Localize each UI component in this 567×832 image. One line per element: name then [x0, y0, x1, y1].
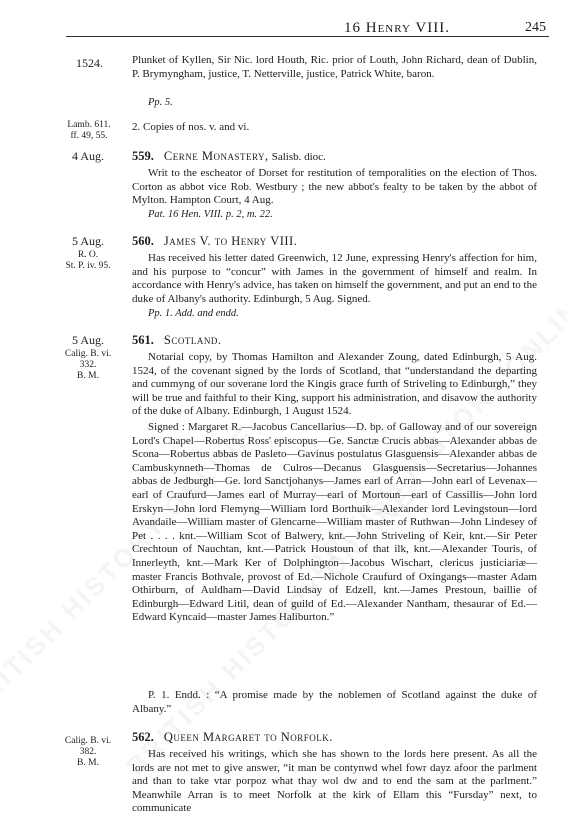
- entry-date: 5 Aug.: [71, 333, 104, 347]
- entry-date: 4 Aug.: [71, 149, 104, 163]
- entry-heading: [132, 730, 333, 745]
- entry-title: James V. to Henry VIII.: [163, 234, 298, 248]
- margin-source: 382.: [79, 747, 97, 757]
- entry-heading: [132, 149, 326, 164]
- entry-body: Writ to the escheator of Dorset for restitution of temporalities on the election of Thos. Corton as abbot vice Rob. Westbury ; the new abbot's fealty to be taken by the abbot of Mylton. Hampton Court, 4 Aug.: [132, 167, 537, 207]
- entry-signatories: Signed : Margaret R.—Jacobus Cancellarius—D. bp. of Galloway and of our sovereign Lord's Chapel—Robertus Ross' episcopus—Ge. Sanctæ Crucis abbas—Alexander abbas de Scona—Robertus abbas de Pasleto—Gavinus postulatus Glasguensis—Alexander abbas de Cambuskynneth—Thomas de Culros—Decanus Glasguensis—Secretarius—Johannes abbas de Jedburgh—Ge. lord Sanctjohanys—James earl of Arran—John earl of Levenax—earl of Craufurd—James earl of Murray—earl of Mortoun—earl of Cassillis—John lord Erskyn—John lord Flemyng—William lord Borthuik—Alexander lord Levingstoun—lord Avandaile—William master of Glencarne—William master of Ruthwan—John Lindesey of Pet . . . . knt.—William Scot of Balwery, knt.—John Striveling of Keir, knt.—Sir Peter Crechtoun of Nauchtan, knt.—Patrick Houstoun of that ilk, knt.—Alexander Touris, of Innerleyth, knt.—Mark Ker of Dolphington—Jacobus Wischart, clericus justiciariæ—master Francis Bothvale, provost of Ed.—Nichole Craufurd of Oxingangs—master Adam Othirburn, of Auldham—David Lindsay of Edzell, knt.—James Prestoun, baillie of Edinburgh—Edward Litil, dean of guild of Ed.—Alexander Nantham, thesaurar of Ed.—Edward Kyncaid—master James Haliburton.”: [132, 421, 537, 624]
- entry-reference: Pat. 16 Hen. VIII. p. 2, m. 22.: [148, 209, 273, 220]
- margin-source: B. M.: [77, 758, 99, 768]
- margin-source: B. M.: [77, 371, 99, 381]
- entry-date: 5 Aug.: [71, 234, 104, 248]
- margin-source: St. P. iv. 95.: [65, 261, 111, 271]
- margin-source: Calig. B. vi.: [64, 736, 112, 746]
- entry-number: 562.: [132, 730, 154, 744]
- item-number: 2.: [132, 121, 141, 133]
- continuation-pp: Pp. 5.: [148, 97, 173, 108]
- running-title: 16 Henry VIII.: [344, 20, 450, 36]
- page-number: 245: [525, 20, 546, 35]
- entry-body: Has received his writings, which she has shown to the lords here present. As all the lords are not met to give answer, “it man be contynwd whel fowr dayz afoor the parlment and than to take vtar porpoz what thay wol dw and to end the sam at the parlment.” Meanwhile Arran is to meet Norfolk at the kirk of Ellam this “Fursday” next, to communicate: [132, 748, 537, 815]
- header-rule: [66, 36, 549, 37]
- margin-year: 1524.: [76, 56, 103, 70]
- entry-place: Salisb. dioc.: [271, 151, 326, 163]
- entry-endorsement: P. 1. Endd. : “A promise made by the noblemen of Scotland against the duke of Albany.”: [132, 689, 537, 715]
- entry-number: 559.: [132, 149, 154, 163]
- item-2: [132, 121, 537, 135]
- entry-heading: [132, 333, 221, 348]
- entry-title: Queen Margaret to Norfolk.: [163, 730, 333, 744]
- margin-reference: Lamb. 611. ff. 49, 55.: [67, 120, 111, 141]
- page-header: [0, 14, 567, 38]
- margin-source: 332.: [79, 360, 97, 370]
- entry-heading: [132, 234, 297, 249]
- item-text: Copies of nos. v. and vi.: [143, 121, 250, 133]
- entry-title: Cerne Monastery,: [163, 149, 269, 163]
- entry-pp: Pp. 1. Add. and endd.: [148, 308, 239, 319]
- entry-number: 560.: [132, 234, 154, 248]
- entry-body: Has received his letter dated Greenwich, 12 June, expressing Henry's affection for him, and his purpose to “concur” with James in the government of himself and realm. In accordance with Henry's advice, has taken on himself the government, and put an end to the duke of Albany's authority. Edinburgh, 5 Aug. Signed.: [132, 252, 537, 305]
- margin-source: Calig. B. vi.: [64, 349, 112, 359]
- entry-number: 561.: [132, 333, 154, 347]
- entry-body: Notarial copy, by Thomas Hamilton and Alexander Zoung, dated Edinburgh, 5 Aug. 1524, of the covenant signed by the lords of Scotland, that “understandand the departing and cummyng of our soverane lord the Kingis grace furth of Striveling to Edinburgh,” they will be true and faithful to their King, support his administration, and disavow the authority of the duke of Albany. Edinburgh, 1 August 1524.: [132, 351, 537, 418]
- continuation-text: Plunket of Kyllen, Sir Nic. lord Houth, Ric. prior of Louth, John Richard, dean of Dublin, P. Brymyngham, justice, T. Netterville, justice, Patrick White, baron.: [132, 54, 537, 80]
- margin-source: R. O.: [77, 250, 99, 260]
- entry-title: Scotland.: [163, 333, 222, 347]
